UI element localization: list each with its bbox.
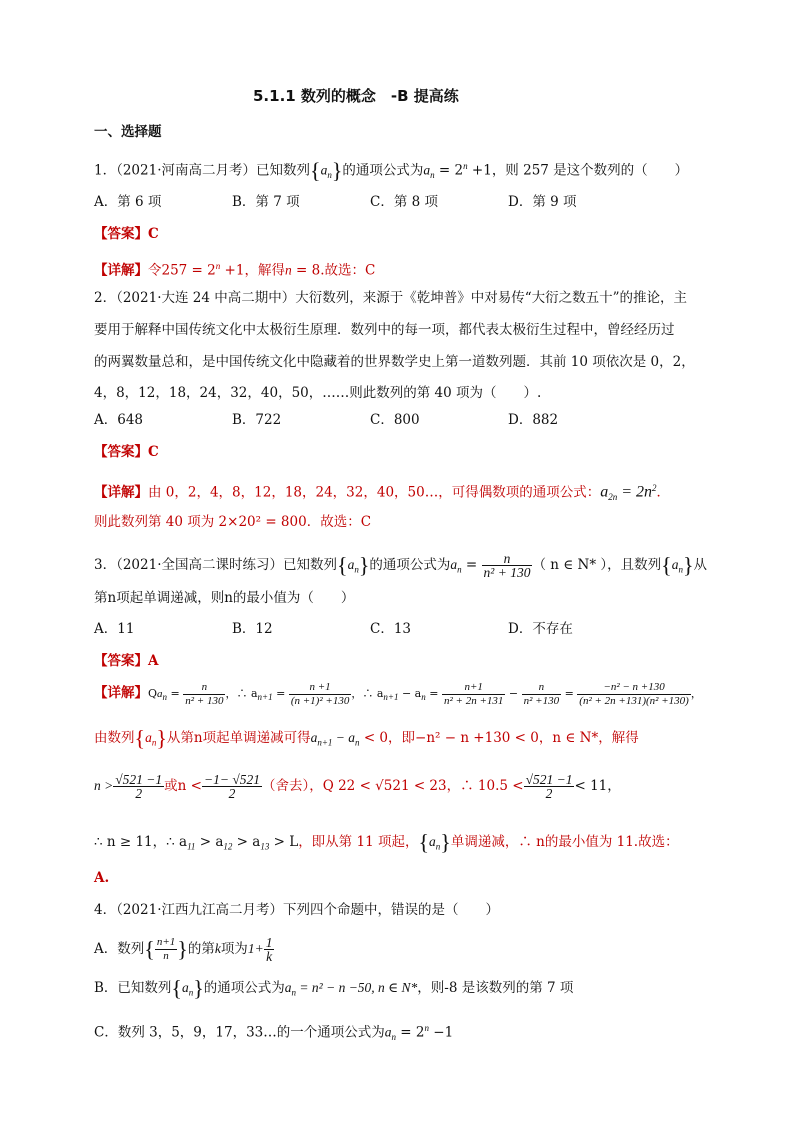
- q3-detail-line-1: 【详解】$Qa_n$ = $\frac{n}{\text{n² + 130}}$ ，∴ $a_{n+1}$ = $\frac{n +1}{\text{(n +1)² +130}}$ ，∴ $a_{n+1} - a_n$ = $\frac{n+1}{\text{n² + 2n +131}}$ − $\frac{n}{\text{n² +130}}$ = $\frac{\text{−n² − n +130}}{\text{(n² + 2n +131)(n² +130)}}$ ，: [94, 680, 702, 707]
- q2-answer: 【答案】C: [94, 444, 159, 460]
- q2-line-2: 要用于解释中国传统文化中太极衍生原理．数列中的每一项，都代表太极衍生过程中，曾经经历过: [94, 322, 675, 338]
- section-heading: 一、选择题: [94, 124, 162, 140]
- q3-line-2: 第n项起单调递减，则n的最小值为（ ）: [94, 590, 355, 606]
- q2-option-b: B．722: [232, 412, 282, 428]
- q3-option-d: D．不存在: [508, 621, 573, 637]
- q1-option-d: D．第 9 项: [508, 194, 577, 210]
- q4-option-c: C．数列 3，5，9，17，33…的一个通项公式为$a_n = 2^n -1$: [94, 1023, 454, 1043]
- page-title: 5.1.1 数列的概念 -B 提高练: [253, 87, 459, 105]
- q2-option-d: D．882: [508, 412, 559, 428]
- q3-detail-line-5: A.: [94, 870, 110, 886]
- q3-stem: 3．（2021·全国高二课时练习）已知数列$\{a_n\}$的通项公式为$a_n$ = $\frac{n}{\text{n² + 130}}$ （ n ∈ N* ），且数列$\{a_n\}$从: [94, 551, 707, 580]
- q2-detail-line-2: 则此数列第 40 项为 2×20² = 800．故选：C: [94, 514, 372, 530]
- q2-line-1: 2．（2021·大连 24 中高二期中）大衍数列，来源于《乾坤普》中对易传“大衍之数五十”的推论，主: [94, 290, 688, 306]
- q2-option-a: A．648: [94, 412, 144, 428]
- q2-line-4: 4，8，12，18，24，32，40，50，……则此数列的第 40 项为（ ）.: [94, 385, 542, 401]
- q2-line-3: 的两翼数量总和，是中国传统文化中隐藏着的世界数学史上第一道数列题．其前 10 项依次是 0，2，: [94, 354, 695, 370]
- q2-option-c: C．800: [370, 412, 420, 428]
- q1-detail: 【详解】令$257 = 2^n +1$，解得n = 8.故选：C: [94, 261, 376, 279]
- q1-option-c: C．第 8 项: [370, 194, 439, 210]
- q2-detail: 【详解】由 0，2，4，8，12，18，24，32，40，50…，可得偶数项的通项公式：$a_{2n} = 2n^2$．: [94, 483, 671, 503]
- q1-stem: 1．（2021·河南高二月考）已知数列$\{a_n\}$的通项公式为$a_n = 2^n +1$，则 257 是这个数列的（ ）: [94, 158, 689, 183]
- q4-stem: 4．（2021·江西九江高二月考）下列四个命题中，错误的是（ ）: [94, 902, 499, 918]
- q3-detail-line-2: 由数列$\{a_n\}$从第n项起单调递减可得$a_{n+1} - a_n < 0$，即−n² − n +130 < 0，n ∈ N*，解得: [94, 725, 639, 751]
- q4-option-a: A．数列{ $\frac{n+1}{n}$ }的第k项为1+ $\frac{1}{k}$: [94, 935, 273, 964]
- q1-answer: 【答案】C: [94, 226, 159, 242]
- q3-detail-line-4: ∴ n ≥ 11，∴ $a_{11} > a_{12} > a_{13} > L$，即从第 11 项起，$\{a_n\}$单调递减，∴ n的最小值为 11.故选：: [94, 829, 679, 855]
- q3-answer: 【答案】A: [94, 653, 159, 669]
- q1-option-a: A．第 6 项: [94, 194, 162, 210]
- q1-option-b: B．第 7 项: [232, 194, 300, 210]
- q3-option-b: B．12: [232, 621, 273, 637]
- q3-detail-line-3: n > $\frac{√521 -1}{2}$ 或n < $\frac{-1- √521}{2}$ （舍去），Q 22 < √521 < 23，∴ 10.5 < $\frac{√521 -1}{2}$ < 11，: [94, 772, 621, 801]
- q3-option-c: C．13: [370, 621, 412, 637]
- q4-option-b: B．已知数列$\{a_n\}$的通项公式为$a_n = n^2 - n -50$, n ∈ N*，则-8 是该数列的第 7 项: [94, 975, 574, 1001]
- q3-option-a: A．11: [94, 621, 135, 637]
